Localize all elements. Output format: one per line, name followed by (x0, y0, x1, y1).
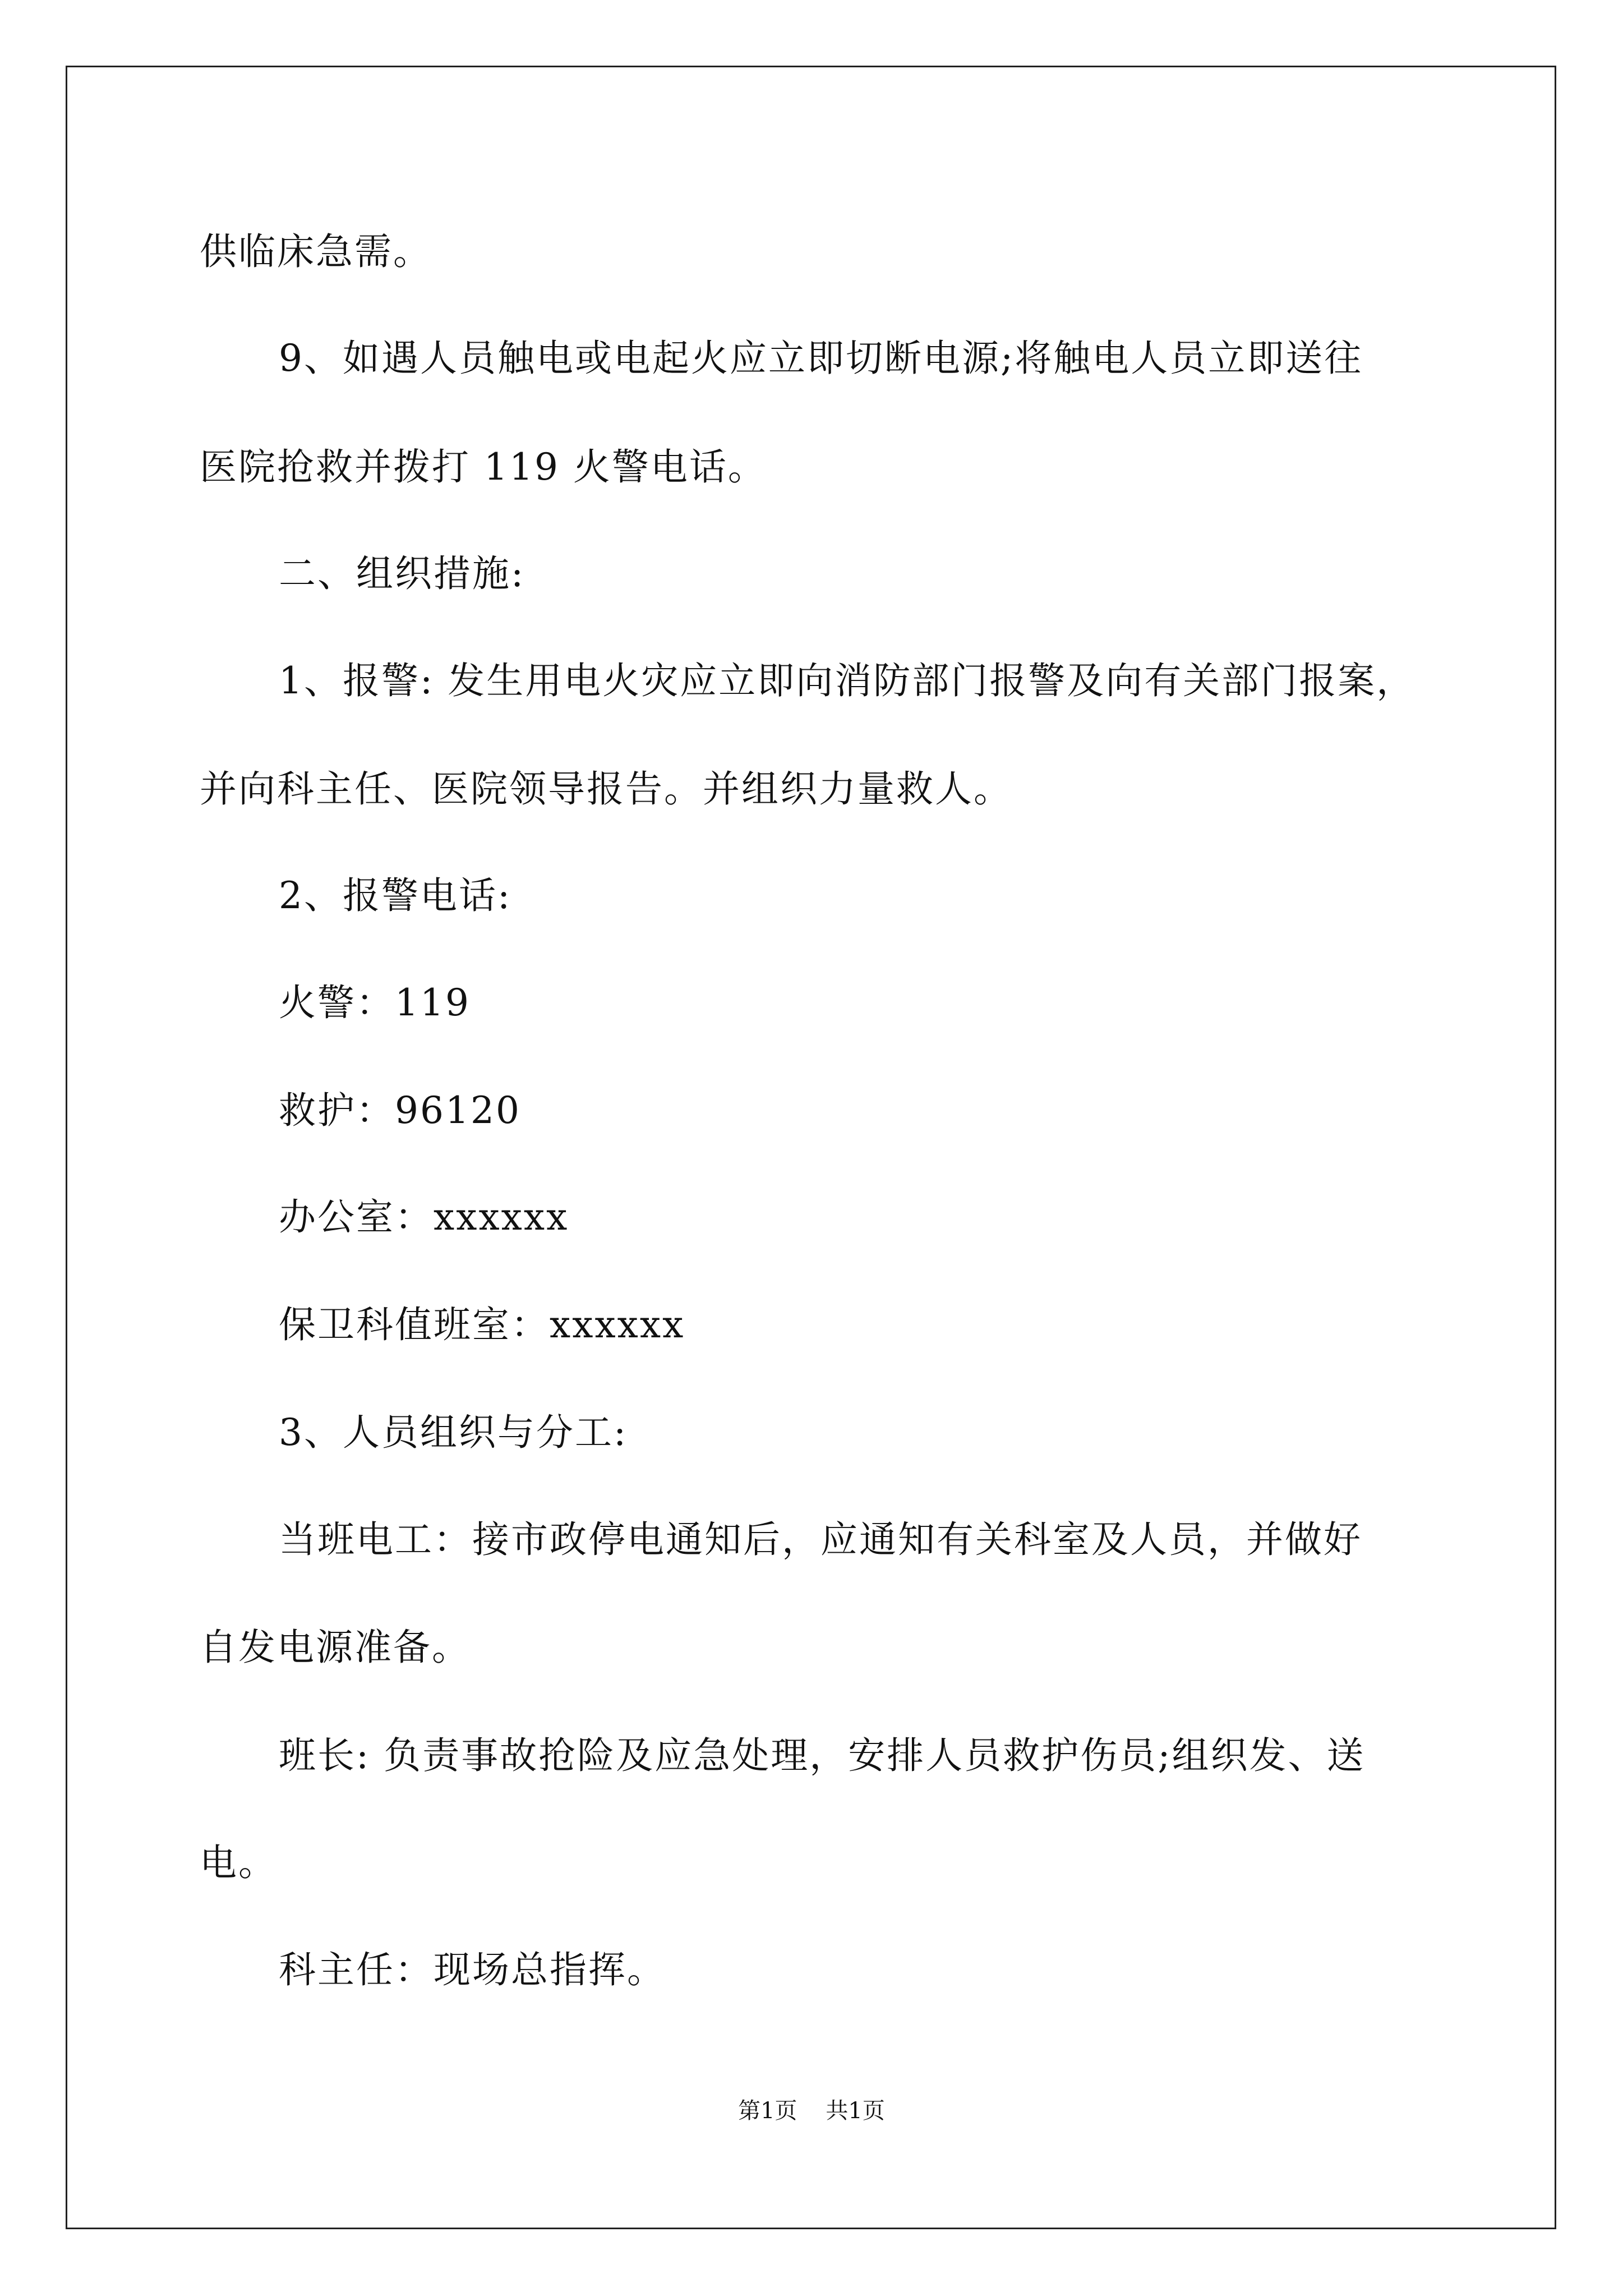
text-line: 1、报警: 发生用电火灾应立即向消防部门报警及向有关部门报案， (279, 659, 1415, 702)
text-line: 科主任：现场总指挥。 (279, 1948, 666, 1991)
phone-ambulance: 救护：96120 (279, 1089, 521, 1132)
text-line: 当班电工：接市政停电通知后，应通知有关科室及人员，并做好 (279, 1518, 1362, 1561)
text-line: 3、人员组织与分工: (279, 1411, 628, 1454)
section-heading: 二、组织措施: (279, 552, 525, 595)
text-line: 9、如遇人员触电或电起火应立即切断电源;将触电人员立即送往 (279, 337, 1363, 380)
page-border (66, 66, 1556, 2229)
text-line: 2、报警电话: (279, 874, 512, 917)
text-line: 电。 (200, 1841, 277, 1884)
phone-security: 保卫科值班室：xxxxxx (279, 1303, 685, 1346)
text-line: 供临床急需。 (200, 230, 432, 273)
text-line: 并向科主任、医院领导报告。并组织力量救人。 (200, 767, 1012, 811)
text-line: 班长: 负责事故抢险及应急处理，安排人员救护伤员;组织发、送 (279, 1734, 1366, 1777)
text-line: 自发电源准备。 (200, 1626, 471, 1669)
page-footer: 第1页 共1页 (738, 2098, 885, 2124)
phone-office: 办公室：xxxxxx (279, 1195, 569, 1239)
phone-fire: 火警：119 (279, 981, 471, 1024)
text-line: 医院抢救并拨打 119 火警电话。 (200, 445, 767, 489)
